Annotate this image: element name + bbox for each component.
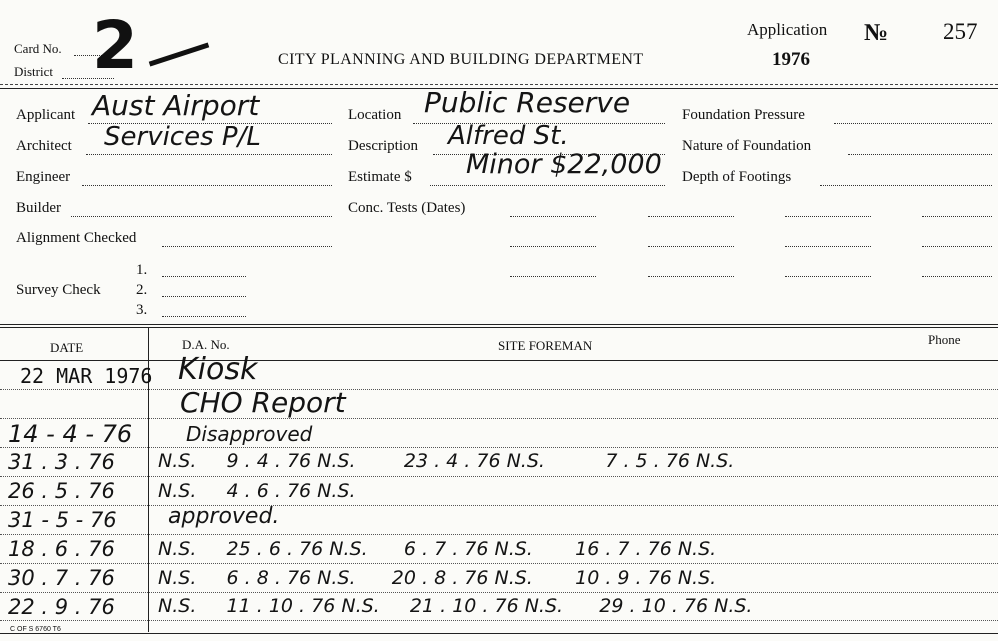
- row-date: 31 - 5 - 76: [8, 508, 117, 532]
- conc-test-line: [785, 276, 871, 277]
- survey-check-label: Survey Check: [16, 282, 101, 298]
- da-no-header: D.A. No.: [182, 337, 230, 352]
- foundation-pressure-label: Foundation Pressure: [682, 107, 805, 123]
- row-line: [0, 620, 998, 621]
- application-label: Application: [747, 20, 828, 39]
- row-date: 18 . 6 . 76: [8, 537, 115, 561]
- card-no-label: Card No.: [14, 41, 62, 56]
- description-value: Alfred St.: [448, 121, 569, 151]
- table-top-border-inner: [0, 327, 998, 328]
- conc-test-line: [922, 276, 992, 277]
- conc-test-line: [648, 276, 734, 277]
- conc-test-line: [510, 216, 596, 217]
- survey-1-label: 1.: [136, 262, 148, 278]
- survey-2-label: 2.: [136, 282, 148, 298]
- architect-label: Architect: [16, 138, 72, 154]
- conc-test-line: [785, 216, 871, 217]
- conc-test-line: [785, 246, 871, 247]
- estimate-line: [430, 185, 665, 186]
- architect-value: Services P/L: [104, 122, 261, 152]
- row-date-stamp: 22 MAR 1976: [20, 364, 153, 388]
- print-code: C OF S 6760 T6: [10, 626, 61, 633]
- nature-of-foundation-line: [848, 154, 992, 155]
- foundation-pressure-line: [834, 123, 992, 124]
- row-line: [0, 447, 998, 448]
- row-line: [0, 563, 998, 564]
- table-bottom-border: [0, 633, 998, 634]
- header-divider-top: [0, 84, 998, 85]
- survey-3-label: 3.: [136, 302, 148, 318]
- location-label: Location: [348, 107, 402, 123]
- row-entry: N.S. 11 . 10 . 76 N.S. 21 . 10 . 76 N.S. 29 . 10 . 76 N.S.: [158, 595, 753, 617]
- row-line: [0, 534, 998, 535]
- nature-of-foundation-label: Nature of Foundation: [682, 138, 812, 154]
- district-label: District: [14, 64, 53, 79]
- phone-header: Phone: [928, 332, 961, 347]
- application-number: 257: [943, 19, 978, 44]
- conc-test-line: [510, 246, 596, 247]
- row-line: [0, 505, 998, 506]
- header-row-divider: [0, 360, 998, 361]
- row-line: [0, 592, 998, 593]
- applicant-label: Applicant: [16, 107, 76, 123]
- row-entry: approved.: [168, 504, 280, 529]
- department-title: CITY PLANNING AND BUILDING DEPARTMENT: [278, 51, 644, 68]
- alignment-label: Alignment Checked: [16, 230, 137, 246]
- table-top-border: [0, 324, 998, 325]
- struck-mark: [149, 43, 210, 67]
- estimate-label: Estimate $: [348, 169, 412, 185]
- row-line: [0, 389, 998, 390]
- row-entry: N.S. 4 . 6 . 76 N.S.: [158, 480, 356, 502]
- site-foreman-header: SITE FOREMAN: [498, 338, 593, 353]
- architect-line: [86, 154, 332, 155]
- depth-of-footings-line: [820, 185, 992, 186]
- survey-2-line: [162, 296, 246, 297]
- estimate-value: Minor $22,000: [466, 149, 662, 180]
- engineer-line: [82, 185, 332, 186]
- conc-test-line: [510, 276, 596, 277]
- row-entry: Disapproved: [186, 422, 313, 446]
- date-header: DATE: [50, 340, 84, 355]
- conc-test-line: [648, 216, 734, 217]
- row-entry: Kiosk: [178, 352, 258, 387]
- row-entry: N.S. 9 . 4 . 76 N.S. 23 . 4 . 76 N.S. 7 . 5 . 76 N.S.: [158, 450, 735, 472]
- row-line: [0, 418, 998, 419]
- conc-test-line: [922, 246, 992, 247]
- location-value: Public Reserve: [424, 86, 631, 119]
- engineer-label: Engineer: [16, 169, 71, 185]
- row-entry: N.S. 6 . 8 . 76 N.S. 20 . 8 . 76 N.S. 10 . 9 . 76 N.S.: [158, 567, 717, 589]
- conc-test-line: [648, 246, 734, 247]
- builder-line: [71, 216, 332, 217]
- row-date: 14 - 4 - 76: [8, 420, 133, 448]
- depth-of-footings-label: Depth of Footings: [682, 169, 792, 185]
- alignment-line: [162, 246, 332, 247]
- description-label: Description: [348, 138, 418, 154]
- builder-label: Builder: [16, 200, 61, 216]
- row-line: [0, 476, 998, 477]
- row-date: 31 . 3 . 76: [8, 450, 115, 474]
- conc-test-line: [922, 216, 992, 217]
- number-sign: №: [864, 20, 889, 46]
- card-no-value: 2: [92, 7, 138, 84]
- row-entry: N.S. 25 . 6 . 76 N.S. 6 . 7 . 76 N.S. 16 . 7 . 76 N.S.: [158, 538, 717, 560]
- application-year: 1976: [772, 49, 810, 70]
- conc-tests-label: Conc. Tests (Dates): [348, 200, 466, 216]
- row-date: 22 . 9 . 76: [8, 595, 115, 619]
- survey-1-line: [162, 276, 246, 277]
- row-date: 30 . 7 . 76: [8, 566, 115, 590]
- row-entry: CHO Report: [180, 386, 346, 419]
- row-date: 26 . 5 . 76: [8, 479, 115, 503]
- applicant-value: Aust Airport: [92, 89, 260, 122]
- survey-3-line: [162, 316, 246, 317]
